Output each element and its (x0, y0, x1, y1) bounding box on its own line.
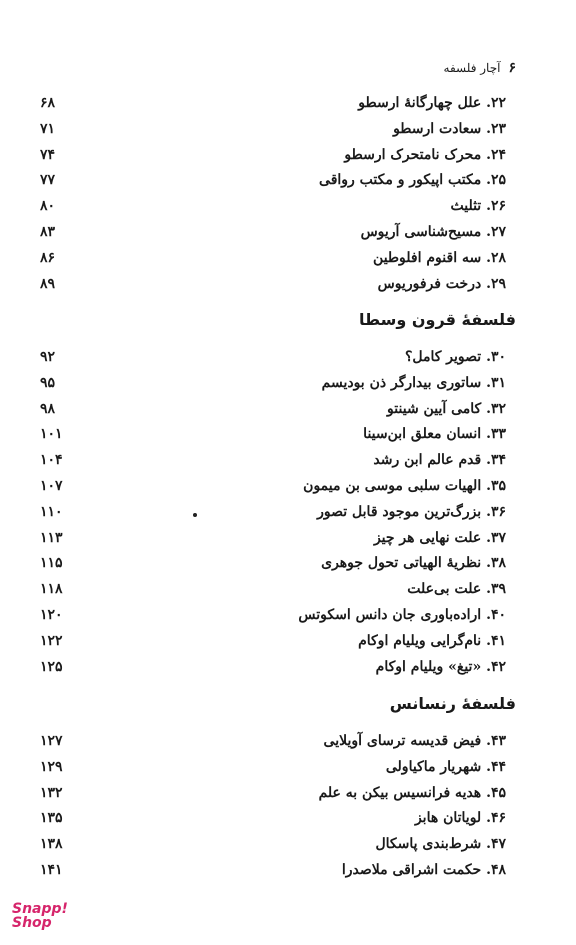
header-book-title: آچار فلسفه (443, 61, 501, 75)
toc-entry-title: ۲۵. مکتب اپیکور و مکتب رواقی (319, 172, 506, 189)
toc-entry-title: ۳۷. علت نهایی هر چیز (373, 529, 506, 546)
toc-entry (40, 782, 506, 804)
toc-entry-title: ۲۹. درخت فرفوریوس (377, 275, 506, 292)
toc-entry-page: ۱۲۹ (40, 758, 63, 775)
toc-entry (40, 578, 506, 600)
toc-entry-page: ۸۹ (40, 275, 56, 292)
toc-entry-page: ۱۲۰ (40, 607, 63, 623)
toc-entry-title: ۲۷. مسیح‌شناسی آریوس (360, 224, 506, 240)
toc-entry-title: ۳۰. تصویر کامل؟ (404, 349, 506, 365)
toc-entry-title: ۲۳. سعادت ارسطو (393, 120, 506, 137)
toc-entry-title: ۳۵. الهیات سلبی موسی بن میمون (303, 478, 506, 494)
toc-entry-page: ۸۰ (40, 198, 56, 215)
toc-entry-page: ۸۳ (40, 224, 56, 240)
toc-entry-page: ۶۸ (40, 95, 56, 111)
toc-entry-title: ۳۲. کامی آیین شینتو (387, 400, 506, 417)
toc-entry-title: ۲۸. سه اقنوم افلوطین (373, 249, 506, 266)
toc-entry-page: ۷۷ (40, 172, 56, 189)
header-page-number: ۶ (508, 60, 516, 76)
toc-entry (40, 398, 506, 420)
snapp-shop-logo (12, 902, 72, 930)
toc-entry-page: ۱۱۰ (40, 503, 63, 520)
toc-entry (40, 247, 506, 269)
toc-entry (40, 423, 506, 445)
toc-entry-page: ۱۱۵ (40, 555, 63, 572)
stray-dot (193, 513, 197, 517)
toc-entry-title: ۴۴. شهریار ماکیاولی (385, 758, 506, 775)
toc-entry-page: ۷۱ (40, 120, 56, 137)
toc-entry-title: ۴۸. حکمت اشراقی ملاصدرا (341, 862, 506, 878)
toc-entry-title: ۴۵. هدیه فرانسیس بیکن به علم (318, 784, 506, 801)
toc-entry-title: ۴۷. شرط‌بندی پاسکال (375, 836, 506, 853)
toc-entry-title: ۴۰. اراده‌باوری جان دانس اسکوتس (298, 607, 506, 623)
toc-entry-page: ۷۴ (40, 146, 56, 163)
toc-entry (40, 604, 506, 626)
toc-entry (40, 92, 506, 114)
toc-entry-page: ۱۰۴ (40, 452, 63, 469)
toc-entry (40, 346, 506, 368)
toc-entry (40, 169, 506, 191)
toc-entry-page: ۱۰۱ (40, 426, 63, 443)
toc-entry-title: ۳۱. ساتوری بیدارگر ذن بودیسم (321, 374, 506, 391)
toc-entry-page: ۱۰۷ (40, 478, 63, 494)
toc-entry (40, 144, 506, 166)
toc-entry (40, 273, 506, 295)
toc-entry-page: ۹۵ (40, 374, 56, 391)
toc-entry-page: ۹۸ (40, 400, 56, 417)
toc-entry (40, 859, 506, 881)
toc-entry-title: ۳۶. بزرگ‌ترین موجود قابل تصور (317, 503, 506, 520)
toc-entry (40, 475, 506, 497)
section-heading: فلسفهٔ قرون وسطا (359, 310, 516, 329)
toc-entry (40, 449, 506, 471)
toc-entry (40, 552, 506, 574)
toc-entry (40, 730, 506, 752)
toc-entry-page: ۹۲ (40, 349, 56, 365)
toc-entry-page: ۱۴۱ (40, 862, 63, 878)
toc-entry-title: ۳۹. علت بی‌علت (407, 581, 506, 598)
toc-entry-page: ۱۱۸ (40, 581, 63, 598)
toc-entry (40, 807, 506, 829)
toc-entry-page: ۱۲۵ (40, 658, 63, 675)
toc-entry (40, 527, 506, 549)
toc-entry-title: ۴۲. «تیغ» ویلیام اوکام (375, 658, 506, 675)
toc-entry-title: ۳۸. نظریهٔ الهیاتی تحول جوهری (321, 555, 506, 572)
toc-entry (40, 195, 506, 217)
toc-entry-page: ۸۶ (40, 249, 56, 266)
toc-entry-title: ۳۴. قدم عالم ابن رشد (373, 452, 506, 469)
toc-entry-title: ۴۳. فیض قدیسه ترسای آویلایی (323, 733, 506, 749)
toc-entry (40, 630, 506, 652)
section-heading: فلسفهٔ رنسانس (389, 694, 516, 713)
logo-line-1: Snapp! (12, 901, 68, 917)
toc-entry-page: ۱۳۲ (40, 784, 63, 801)
toc-entry (40, 221, 506, 243)
toc-entry (40, 833, 506, 855)
toc-entry (40, 372, 506, 394)
toc-entry (40, 656, 506, 678)
toc-entry-page: ۱۱۳ (40, 529, 63, 546)
toc-entry-page: ۱۳۵ (40, 810, 63, 827)
toc-entry-page: ۱۲۲ (40, 632, 63, 649)
toc-entry (40, 501, 506, 523)
toc-entry-title: ۲۲. علل چهارگانهٔ ارسطو (358, 95, 506, 111)
toc-entry-title: ۴۱. نام‌گرایی ویلیام اوکام (358, 632, 506, 649)
logo-line-2: Shop (12, 915, 52, 931)
toc-entry (40, 118, 506, 140)
toc-entry-page: ۱۲۷ (40, 733, 63, 749)
running-header (444, 60, 516, 76)
toc-entry-page: ۱۳۸ (40, 836, 63, 853)
toc-entry-title: ۲۴. محرک نامتحرک ارسطو (344, 146, 506, 163)
toc-entry-title: ۳۳. انسان معلق ابن‌سینا (363, 426, 506, 443)
toc-entry-title: ۲۶. تثلیث (450, 198, 506, 215)
toc-entry (40, 756, 506, 778)
toc-entry-title: ۴۶. لویاتان هابز (414, 810, 506, 827)
